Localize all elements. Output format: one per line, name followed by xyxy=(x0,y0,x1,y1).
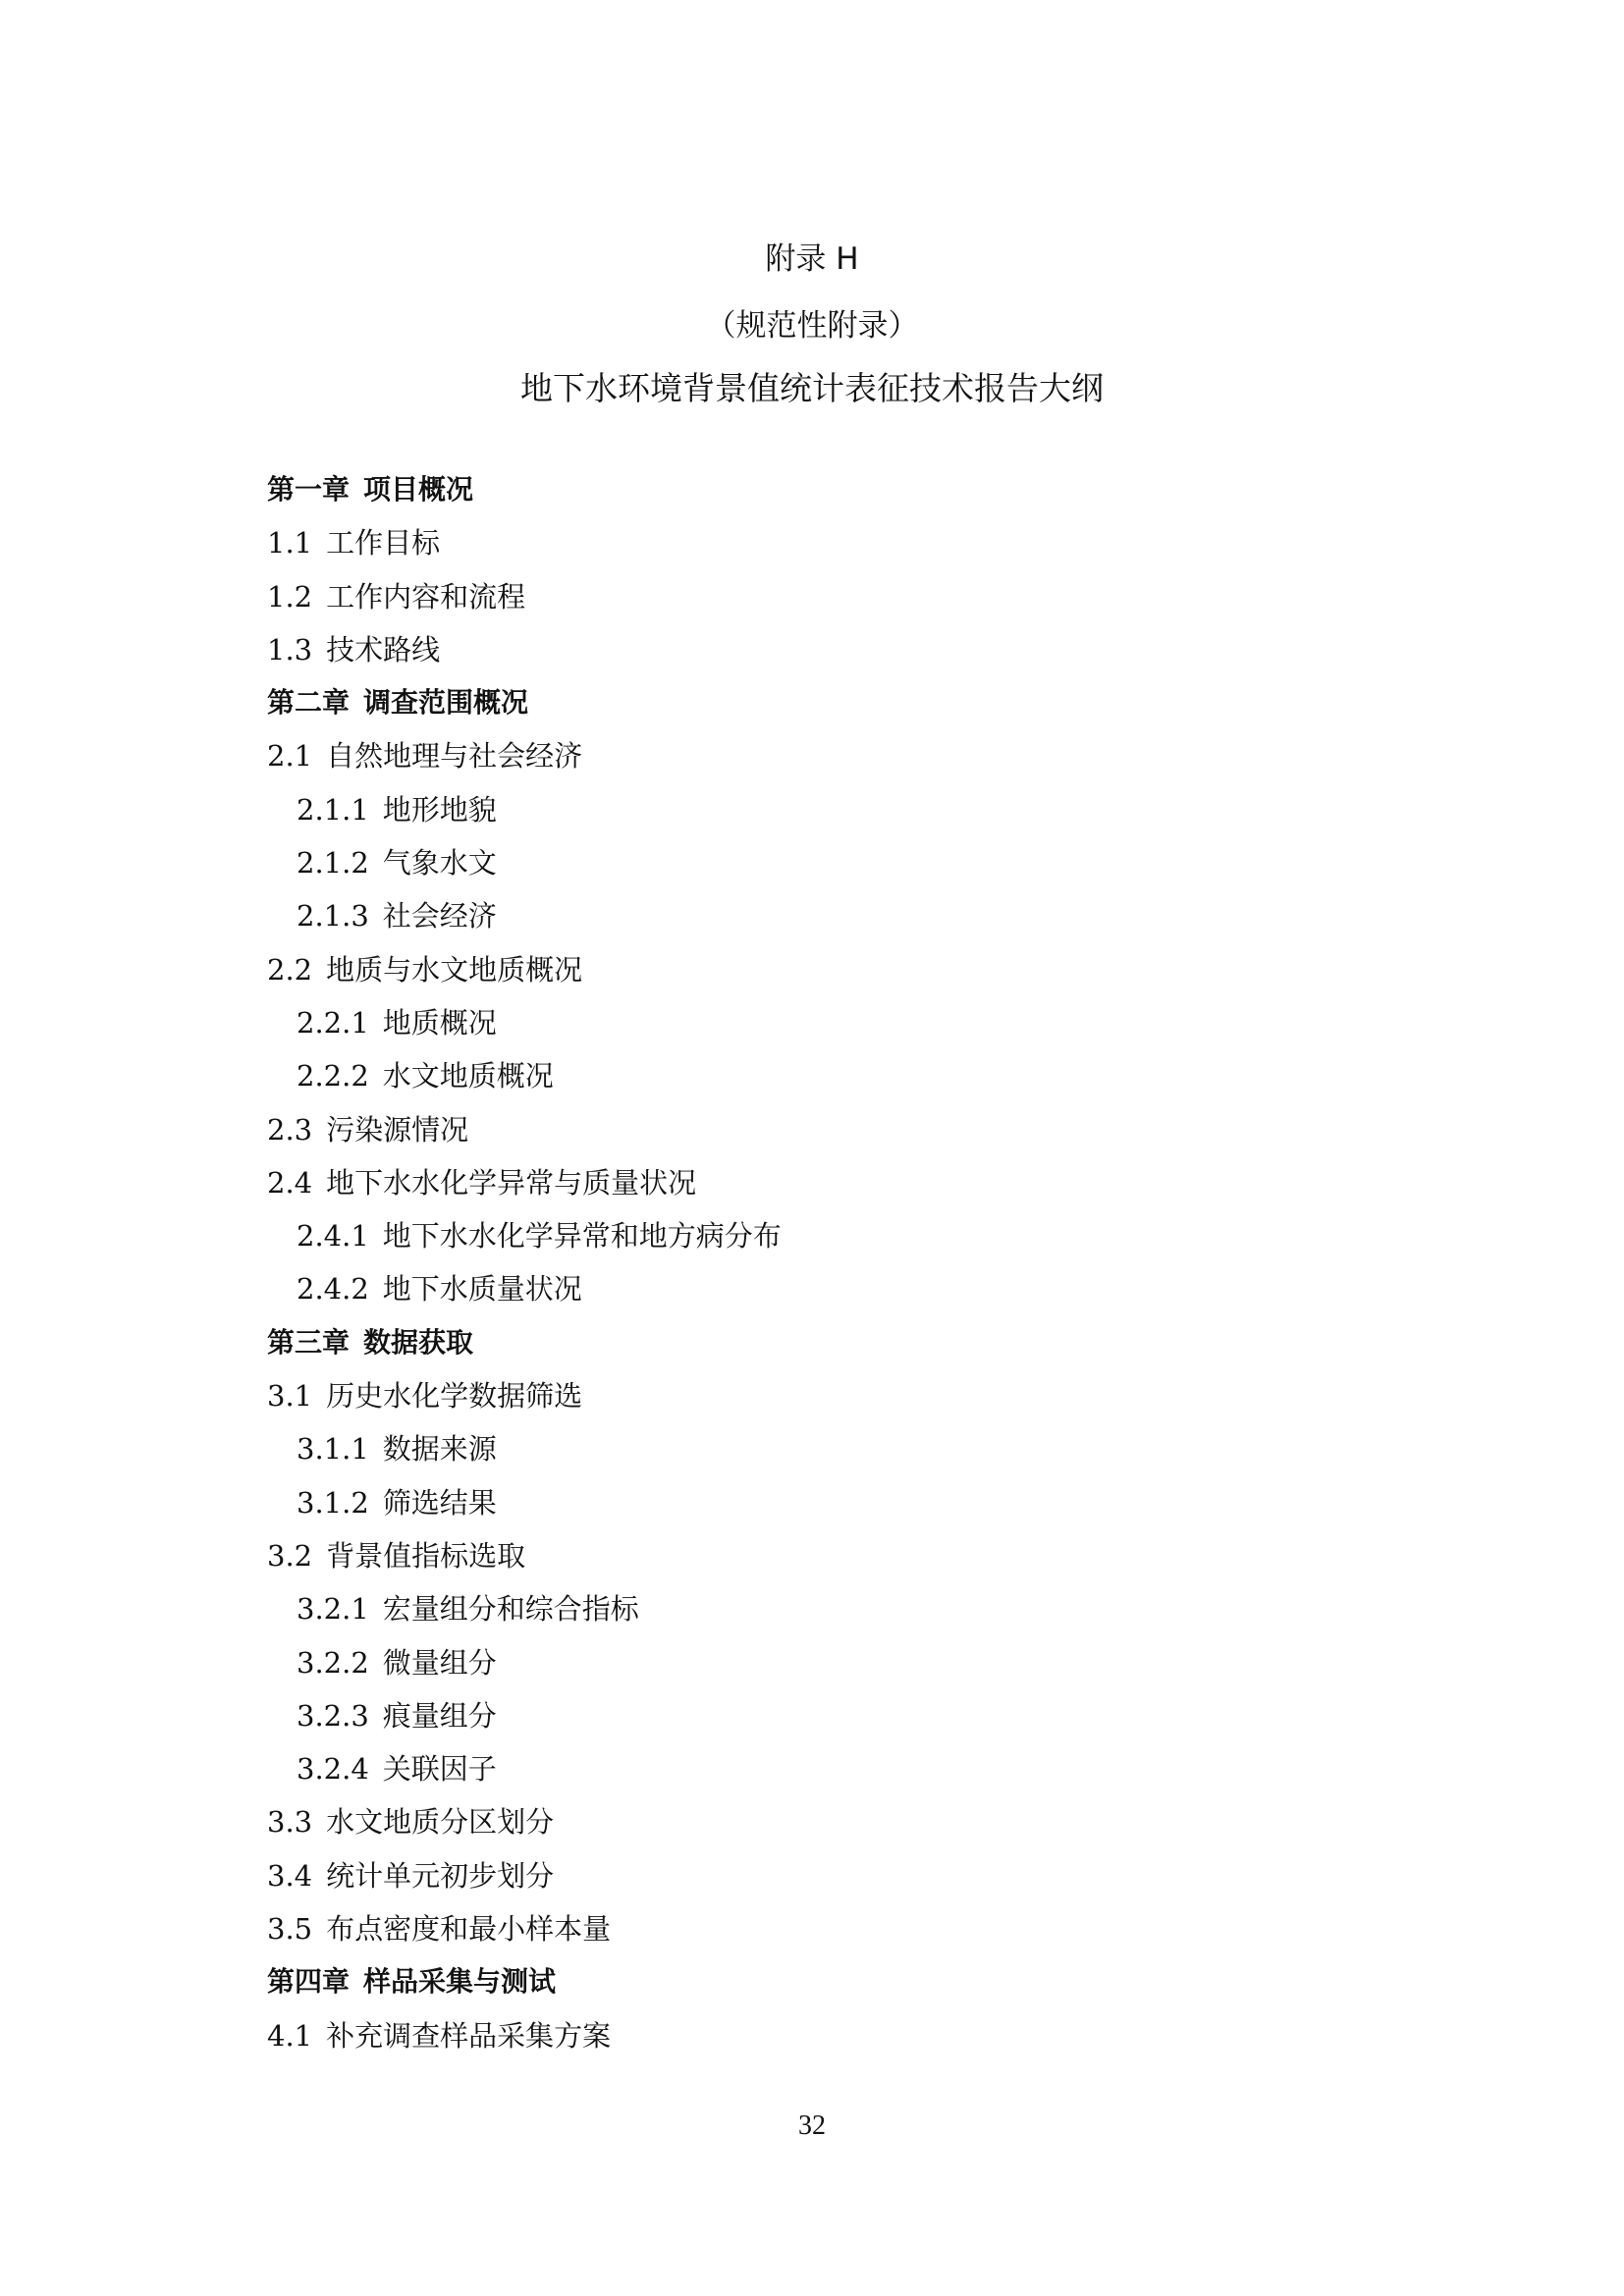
toc-number: 2.4.2 xyxy=(297,1272,369,1307)
toc-section-line xyxy=(267,516,1396,569)
toc-number: 1.2 xyxy=(267,579,313,614)
toc-subsection-line xyxy=(267,836,1396,889)
appendix-label: 附录 H xyxy=(765,241,859,277)
toc-subsection-line xyxy=(267,1476,1396,1529)
toc-text: 历史水化学数据筛选 xyxy=(326,1379,583,1414)
toc-text: 地质与水文地质概况 xyxy=(326,952,583,987)
toc-number: 3.2.2 xyxy=(297,1645,369,1680)
toc-text: 样品采集与测试 xyxy=(363,1965,557,1999)
toc-text: 污染源情况 xyxy=(326,1112,469,1147)
toc-text: 地下水质量状况 xyxy=(382,1272,582,1307)
toc-number: 3.1 xyxy=(267,1379,313,1414)
toc-text: 地质概况 xyxy=(382,1005,497,1040)
toc-number: 3.5 xyxy=(267,1912,313,1947)
toc-chapter-line xyxy=(267,1955,1396,2008)
toc-text: 工作目标 xyxy=(326,526,441,561)
toc-number: 2.2 xyxy=(267,952,313,987)
toc-text: 项目概况 xyxy=(363,473,474,506)
toc-number: 2.3 xyxy=(267,1112,313,1147)
toc-number: 3.1.2 xyxy=(297,1485,369,1520)
toc-section-line xyxy=(267,1369,1396,1422)
toc-subsection-line xyxy=(267,1049,1396,1102)
toc-number: 2.4 xyxy=(267,1165,313,1200)
toc-chapter-line xyxy=(267,463,1396,516)
toc-section-line xyxy=(267,570,1396,623)
toc-number: 3.1.1 xyxy=(297,1432,369,1467)
toc-text: 背景值指标选取 xyxy=(326,1538,526,1573)
toc-subsection-line xyxy=(267,996,1396,1049)
toc-number: 第二章 xyxy=(267,686,351,720)
toc-number: 4.1 xyxy=(267,2018,313,2053)
toc-text: 宏量组分和综合指标 xyxy=(382,1592,639,1627)
toc-text: 工作内容和流程 xyxy=(326,579,526,614)
toc-section-line xyxy=(267,1902,1396,1955)
toc-number: 2.2.2 xyxy=(297,1059,369,1094)
toc-subsection-line xyxy=(267,1422,1396,1475)
toc-subsection-line xyxy=(267,1636,1396,1689)
toc-number: 3.3 xyxy=(267,1805,313,1840)
toc-number: 第一章 xyxy=(267,473,351,506)
toc-text: 补充调查样品采集方案 xyxy=(326,2018,612,2053)
toc-number: 1.3 xyxy=(267,632,313,667)
toc-section-line xyxy=(267,1795,1396,1848)
document-title: 地下水环境背景值统计表征技术报告大纲 xyxy=(520,369,1104,407)
toc-number: 1.1 xyxy=(267,526,313,561)
toc-number: 3.2.1 xyxy=(297,1592,369,1627)
toc-text: 布点密度和最小样本量 xyxy=(326,1912,612,1947)
toc-number: 2.1.2 xyxy=(297,846,369,881)
toc-text: 地下水水化学异常与质量状况 xyxy=(326,1165,697,1200)
toc-section-line xyxy=(267,1103,1396,1156)
toc-section-line xyxy=(267,1156,1396,1209)
toc-section-line xyxy=(267,943,1396,996)
toc-text: 技术路线 xyxy=(326,632,441,667)
toc-chapter-line xyxy=(267,676,1396,729)
toc-subsection-line xyxy=(267,1582,1396,1635)
toc-number: 2.2.1 xyxy=(297,1005,369,1040)
toc-text: 气象水文 xyxy=(382,846,497,881)
toc-number: 3.4 xyxy=(267,1858,313,1893)
toc-text: 数据获取 xyxy=(363,1325,474,1359)
toc-number: 第三章 xyxy=(267,1325,351,1359)
toc-subsection-line xyxy=(267,783,1396,836)
toc-section-line xyxy=(267,1849,1396,1902)
toc-text: 水文地质概况 xyxy=(382,1059,554,1094)
appendix-type: （规范性附录） xyxy=(705,308,919,344)
toc-number: 第四章 xyxy=(267,1965,351,1999)
toc-text: 自然地理与社会经济 xyxy=(326,739,583,774)
toc-text: 关联因子 xyxy=(382,1752,497,1787)
toc-subsection-line xyxy=(267,1689,1396,1742)
toc-number: 2.1.3 xyxy=(297,899,369,934)
toc-number: 3.2.4 xyxy=(297,1752,369,1787)
toc-section-line xyxy=(267,2009,1396,2062)
toc-subsection-line xyxy=(267,889,1396,942)
toc-number: 3.2.3 xyxy=(297,1698,369,1733)
toc-text: 筛选结果 xyxy=(382,1485,497,1520)
toc-text: 调查范围概况 xyxy=(363,686,529,720)
toc-text: 数据来源 xyxy=(382,1432,497,1467)
toc-chapter-line xyxy=(267,1316,1396,1369)
toc-subsection-line xyxy=(267,1209,1396,1262)
toc-text: 社会经济 xyxy=(382,899,497,934)
toc-section-line xyxy=(267,1529,1396,1582)
toc-text: 地形地貌 xyxy=(382,792,497,827)
toc-subsection-line xyxy=(267,1742,1396,1795)
page-number: 32 xyxy=(798,2110,826,2141)
toc-subsection-line xyxy=(267,1262,1396,1315)
toc-number: 2.1 xyxy=(267,739,313,774)
toc-text: 地下水水化学异常和地方病分布 xyxy=(382,1219,782,1254)
toc-number: 2.1.1 xyxy=(297,792,369,827)
toc-number: 3.2 xyxy=(267,1538,313,1573)
toc-section-line xyxy=(267,623,1396,676)
table-of-contents xyxy=(267,463,1396,2062)
toc-text: 水文地质分区划分 xyxy=(326,1805,555,1840)
toc-text: 痕量组分 xyxy=(382,1698,497,1733)
toc-section-line xyxy=(267,729,1396,782)
toc-text: 微量组分 xyxy=(382,1645,497,1680)
toc-text: 统计单元初步划分 xyxy=(326,1858,555,1893)
toc-number: 2.4.1 xyxy=(297,1219,369,1254)
